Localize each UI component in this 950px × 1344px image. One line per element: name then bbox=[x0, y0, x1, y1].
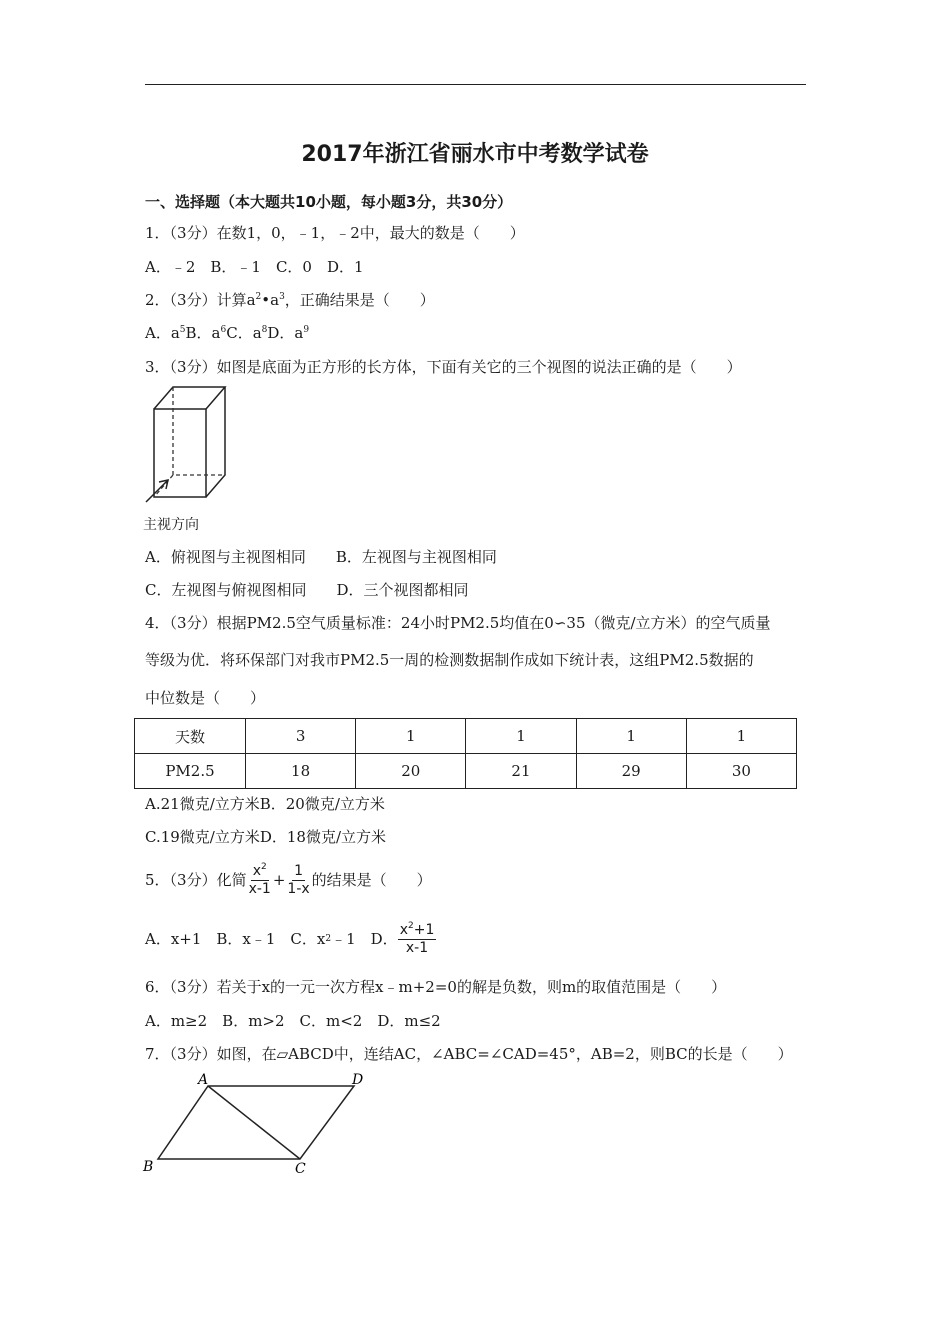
question-3-options-2: C．左视图与俯视图相同 D．三个视图都相同 bbox=[145, 581, 469, 599]
vertex-label-b: B bbox=[143, 1159, 154, 1175]
cuboid-top-face bbox=[154, 387, 225, 409]
question-3-options-1: A．俯视图与主视图相同 B．左视图与主视图相同 bbox=[145, 548, 497, 566]
fraction-x2-over-x-minus-1: $\frac{x^2}{x-1}$ bbox=[248, 861, 271, 897]
cuboid-front-face bbox=[154, 409, 206, 497]
table-cell: 20 bbox=[356, 754, 466, 789]
table-cell: 30 bbox=[686, 754, 796, 789]
parallelogram-figure bbox=[140, 1068, 380, 1180]
table-cell: 1 bbox=[356, 719, 466, 754]
table-cell: 18 bbox=[246, 754, 356, 789]
question-7-stem: 7．（3分）如图，在▱ABCD中，连结AC，∠ABC=∠CAD=45°，AB=2，则BC的长是（ ） bbox=[145, 1045, 793, 1063]
question-4-stem-line-3: 中位数是（ ） bbox=[145, 689, 266, 707]
table-cell: 1 bbox=[686, 719, 796, 754]
fraction-x2-plus-1-over-x-minus-1: $\frac{x^2+1}{x-1}$ bbox=[399, 920, 435, 956]
cuboid-hidden-edges bbox=[173, 387, 225, 475]
table-cell: 1 bbox=[576, 719, 686, 754]
table-cell: 1 bbox=[466, 719, 576, 754]
fraction-1-over-1-minus-x: $\frac{1}{1-x}$ bbox=[287, 862, 310, 897]
question-1-options: A．﹣2 B．﹣1 C．0 D．1 bbox=[145, 258, 364, 276]
question-4-stem-line-2: 等级为优．将环保部门对我市PM2.5一周的检测数据制作成如下统计表，这组PM2.5数据的 bbox=[145, 651, 754, 669]
question-6-stem: 6．（3分）若关于x的一元一次方程x﹣m+2=0的解是负数，则m的取值范围是（ ） bbox=[145, 978, 727, 996]
question-4-options-2: C.19微克/立方米D．18微克/立方米 bbox=[145, 828, 387, 846]
question-5-stem: 5．（3分）化简 $\frac{x^2}{x-1}$ + $\frac{1}{1-x}$ 的结果是（ ） bbox=[145, 861, 432, 897]
parallelogram-abcd bbox=[158, 1086, 354, 1159]
figure-label-view-direction: 主视方向 bbox=[143, 517, 199, 533]
table-cell: 29 bbox=[576, 754, 686, 789]
vertex-label-c: C bbox=[295, 1161, 306, 1177]
pm25-table bbox=[134, 718, 797, 789]
view-direction-arrow bbox=[146, 480, 168, 502]
header-rule bbox=[145, 84, 806, 85]
question-1-stem: 1．（3分）在数1，0，﹣1，﹣2中，最大的数是（ ） bbox=[145, 224, 525, 242]
table-row-pm25 bbox=[135, 754, 797, 789]
question-2-options: A．$a^5B$．$a^6C$．$a^8D$．$a^9$ bbox=[145, 324, 310, 342]
question-3-stem: 3．（3分）如图是底面为正方形的长方体，下面有关它的三个视图的说法正确的是（ ） bbox=[145, 358, 742, 376]
question-5-options: A．x+1 B．x﹣1 C．x 2 ﹣1 D． $\frac{x^2+1}{x-1}$ bbox=[145, 920, 435, 956]
table-cell: 21 bbox=[466, 754, 576, 789]
vertex-label-a: A bbox=[198, 1072, 209, 1088]
question-4-stem-line-1: 4．（3分）根据PM2.5空气质量标准：24小时PM2.5均值在0∽35（微克/立方米）的空气质量 bbox=[145, 614, 771, 632]
vertex-label-d: D bbox=[352, 1072, 364, 1088]
cuboid-right-face bbox=[206, 387, 225, 497]
section-heading: 一、选择题（本大题共10小题，每小题3分，共30分） bbox=[145, 193, 513, 211]
page-title: 2017年浙江省丽水市中考数学试卷 bbox=[301, 142, 649, 167]
question-2-stem: 2．（3分）计算$a^2•a^3$，正确结果是（ ） bbox=[145, 291, 435, 309]
table-row-days bbox=[135, 719, 797, 754]
table-cell: 天数 bbox=[135, 719, 246, 754]
question-4-options-1: A.21微克/立方米B．20微克/立方米 bbox=[145, 795, 385, 813]
question-6-options: A．m≥2 B．m>2 C．m<2 D．m≤2 bbox=[145, 1012, 441, 1030]
cuboid-hidden-edge-diagonal bbox=[154, 475, 173, 497]
table-cell: PM2.5 bbox=[135, 754, 246, 789]
table-cell: 3 bbox=[246, 719, 356, 754]
diagonal-ac bbox=[208, 1086, 300, 1159]
